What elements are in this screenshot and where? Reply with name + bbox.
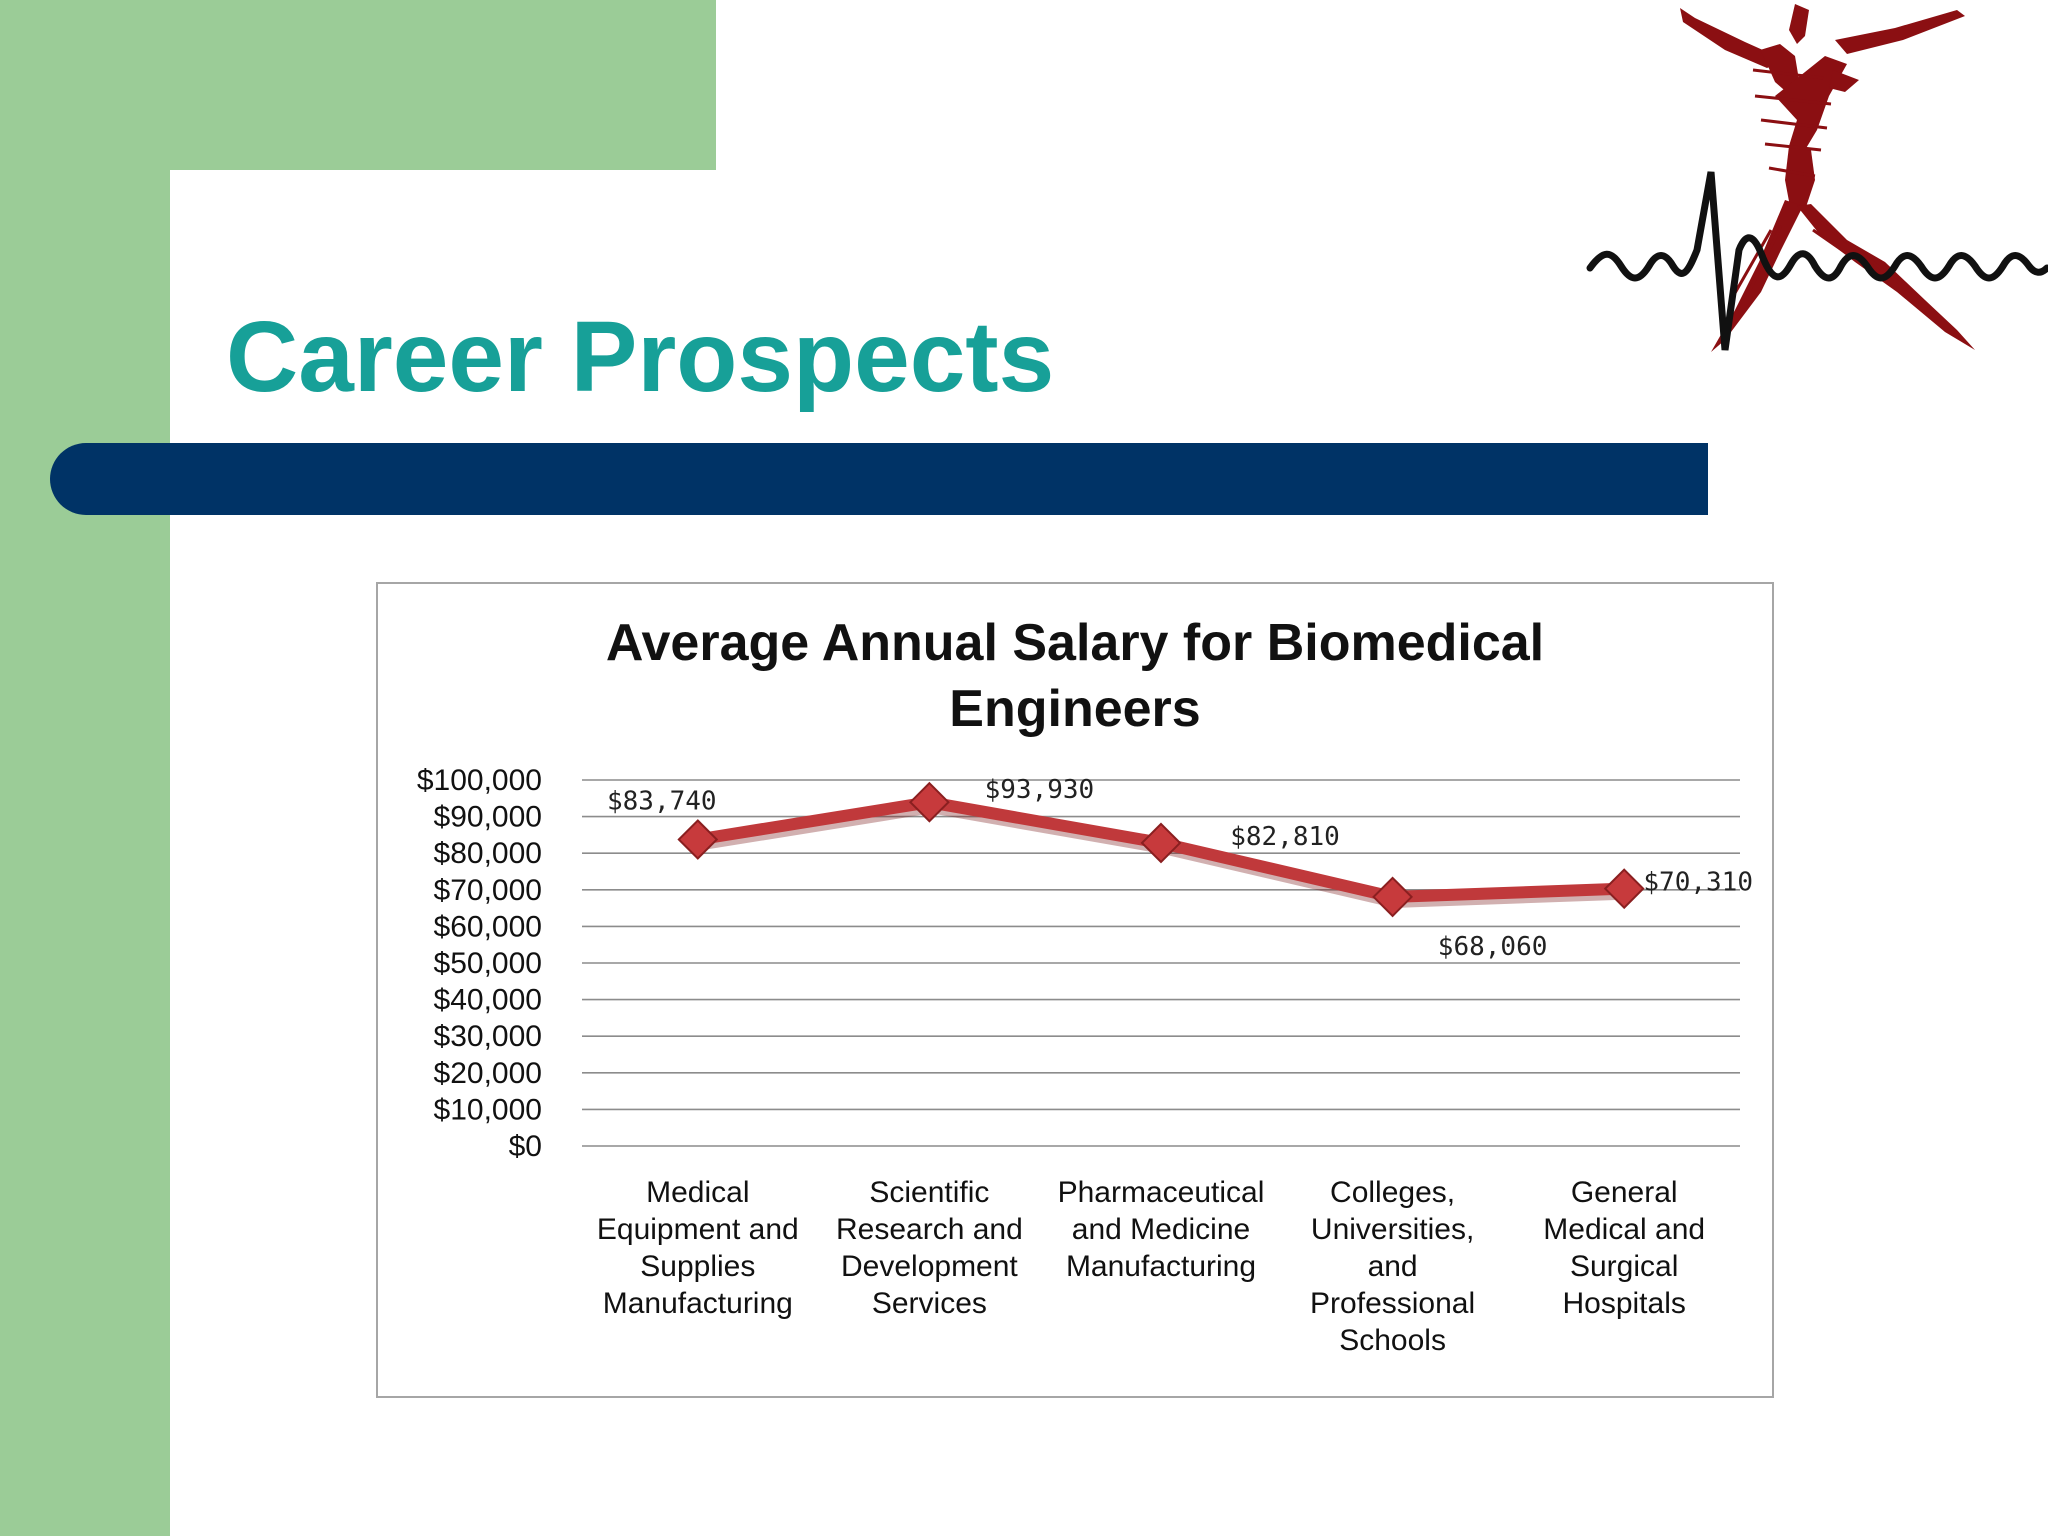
x-category-label-line: and (1367, 1250, 1418, 1283)
data-label: $93,930 (984, 775, 1095, 806)
data-label: $68,060 (1437, 931, 1548, 962)
y-tick-label: $50,000 (433, 947, 542, 980)
slide-title: Career Prospects (226, 301, 1055, 413)
x-category-label (1051, 1174, 1271, 1285)
y-tick-label: $0 (508, 1130, 542, 1163)
x-category-label-line: Pharmaceutical (1057, 1176, 1265, 1209)
data-label: $83,740 (607, 786, 717, 817)
y-tick-label: $80,000 (433, 837, 542, 871)
y-tick-label: $30,000 (433, 1020, 542, 1054)
x-category-label (1283, 1174, 1503, 1359)
y-tick-label: $40,000 (433, 983, 542, 1017)
x-category-label-line: Hospitals (1562, 1287, 1686, 1320)
x-category-label (588, 1174, 808, 1322)
title-underline-bar (50, 443, 1708, 515)
y-tick-label: $10,000 (433, 1093, 542, 1127)
x-category-label-line: Universities, (1310, 1213, 1475, 1246)
x-category-label-line: Medical and (1543, 1213, 1706, 1246)
x-category-label-line: Research and (835, 1213, 1023, 1246)
accent-green-sidebar (0, 0, 170, 1536)
y-tick-label: $90,000 (433, 800, 542, 834)
y-tick-label: $20,000 (433, 1056, 542, 1090)
data-label: $70,310 (1643, 867, 1753, 898)
accent-green-header-block (0, 0, 716, 170)
x-category-label (1514, 1174, 1734, 1322)
x-category-label-line: and Medicine (1071, 1213, 1251, 1246)
x-category-label-line: Development (841, 1250, 1018, 1283)
x-category-label-line: Services (871, 1287, 987, 1320)
data-label: $82,810 (1230, 821, 1340, 852)
y-tick-label: $100,000 (416, 764, 542, 797)
x-category-label-line: Medical (646, 1176, 750, 1209)
data-point-marker (1374, 878, 1412, 916)
chart-title-line-1: Average Annual Salary for Biomedical (605, 614, 1545, 672)
y-tick-label: $70,000 (433, 873, 542, 907)
x-category-label-line: Schools (1339, 1324, 1446, 1357)
x-category-label-line: General (1570, 1176, 1678, 1209)
chart-title-line-2: Engineers (949, 680, 1201, 738)
x-category-label-line: Equipment and (596, 1213, 799, 1246)
x-category-label (819, 1174, 1039, 1322)
biomedical-figure-ekg-logo-icon (1585, 0, 2048, 370)
x-category-label-line: Manufacturing (1065, 1250, 1257, 1283)
x-category-label-line: Scientific (869, 1176, 990, 1209)
x-category-label-line: Colleges, (1330, 1176, 1456, 1209)
x-category-label-line: Manufacturing (602, 1287, 793, 1320)
data-point-marker (1605, 870, 1643, 908)
x-category-label-line: Professional (1310, 1287, 1476, 1320)
x-category-label-line: Supplies (640, 1250, 756, 1283)
salary-chart (376, 582, 1774, 1398)
y-tick-label: $60,000 (433, 910, 542, 944)
x-category-label-line: Surgical (1569, 1250, 1679, 1283)
